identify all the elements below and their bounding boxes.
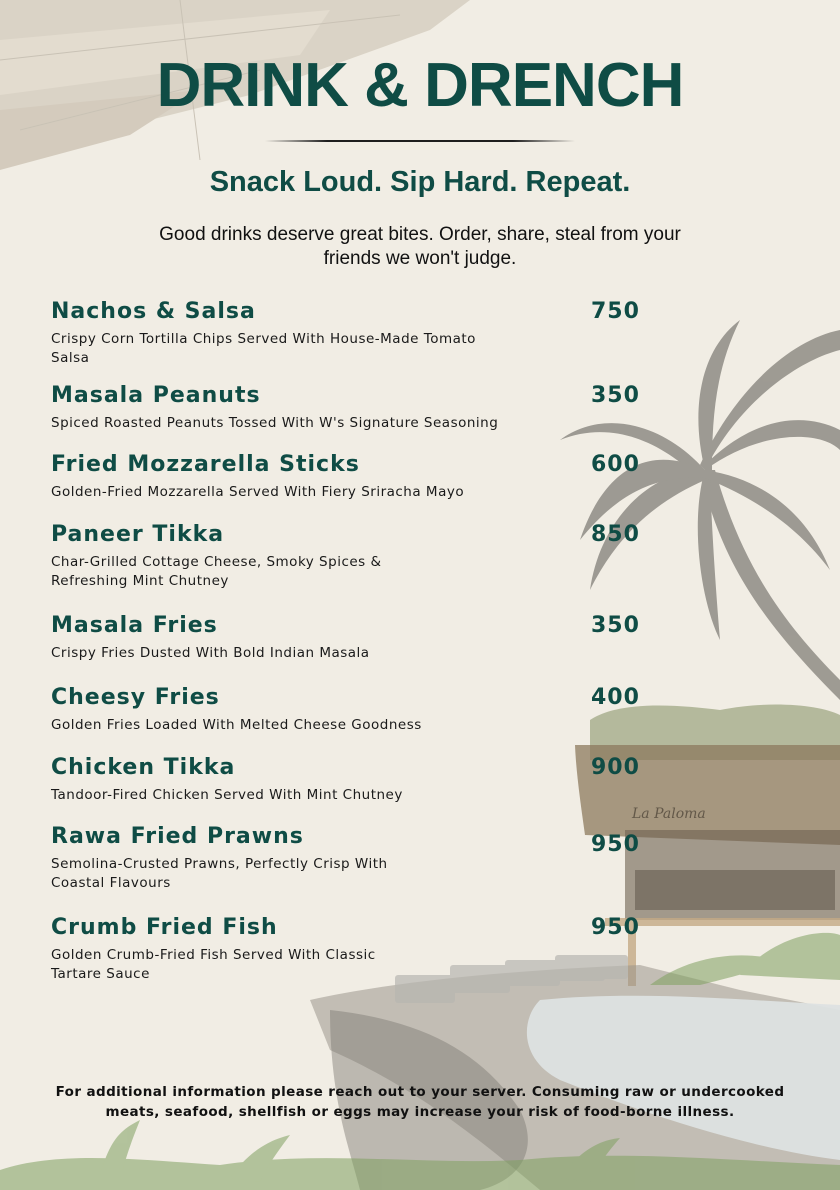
menu-item-description: Golden Crumb-Fried Fish Served With Classic Tartare Sauce [51, 947, 376, 982]
menu-item-price: 850 [591, 522, 640, 547]
menu-item-description: Golden Fries Loaded With Melted Cheese Goodness [51, 717, 422, 733]
menu-item-description: Tandoor-Fired Chicken Served With Mint Chutney [51, 787, 403, 803]
hut-sign: La Paloma [632, 806, 706, 822]
menu-item [51, 755, 640, 805]
menu-item-description: Spiced Roasted Peanuts Tossed With W's Signature Seasoning [51, 415, 499, 431]
menu-item-price: 400 [591, 685, 640, 710]
menu-item-name: Fried Mozzarella Sticks [51, 452, 360, 477]
menu-item-price: 950 [591, 915, 640, 940]
menu-item-name: Masala Peanuts [51, 383, 261, 408]
menu-item-price: 350 [591, 383, 640, 408]
footer-disclaimer: For additional information please reach out to your server. Consuming raw or undercooked meats, seafood, shellfish or eggs may increase your risk of food-borne illness. [55, 1084, 785, 1120]
menu-item [51, 522, 640, 591]
menu-item-description: Crispy Corn Tortilla Chips Served With House-Made Tomato Salsa [51, 331, 476, 366]
menu-item-price: 600 [591, 452, 640, 477]
menu-item-description: Char-Grilled Cottage Cheese, Smoky Spices & Refreshing Mint Chutney [51, 554, 382, 589]
menu-item [51, 613, 640, 663]
tagline: Snack Loud. Sip Hard. Repeat. [209, 166, 631, 198]
menu-item-name: Chicken Tikka [51, 755, 236, 780]
menu-item-name: Rawa Fried Prawns [51, 824, 304, 849]
menu-title: DRINK & DRENCH [156, 51, 684, 120]
menu-item-description: Crispy Fries Dusted With Bold Indian Masala [51, 645, 370, 661]
menu-item-description: Golden-Fried Mozzarella Served With Fiery Sriracha Mayo [51, 484, 465, 500]
menu-item-name: Cheesy Fries [51, 685, 220, 710]
menu-item-price: 350 [591, 613, 640, 638]
menu-item-description: Semolina-Crusted Prawns, Perfectly Crisp With Coastal Flavours [51, 856, 388, 891]
menu-item-name: Masala Fries [51, 613, 218, 638]
menu-item-price: 750 [591, 299, 640, 324]
intro-text: Good drinks deserve great bites. Order, share, steal from your friends we won't judge. [159, 224, 681, 269]
menu-item [51, 824, 640, 893]
menu-item [51, 299, 640, 368]
menu-item [51, 915, 640, 984]
menu-item-name: Crumb Fried Fish [51, 915, 278, 940]
menu-item-name: Nachos & Salsa [51, 299, 256, 324]
menu-item [51, 452, 640, 502]
menu-item-price: 900 [591, 755, 640, 780]
title-divider [265, 140, 575, 142]
menu-item-name: Paneer Tikka [51, 522, 225, 547]
menu-item-price: 950 [591, 832, 640, 857]
menu-item [51, 685, 640, 735]
menu-item [51, 383, 640, 433]
